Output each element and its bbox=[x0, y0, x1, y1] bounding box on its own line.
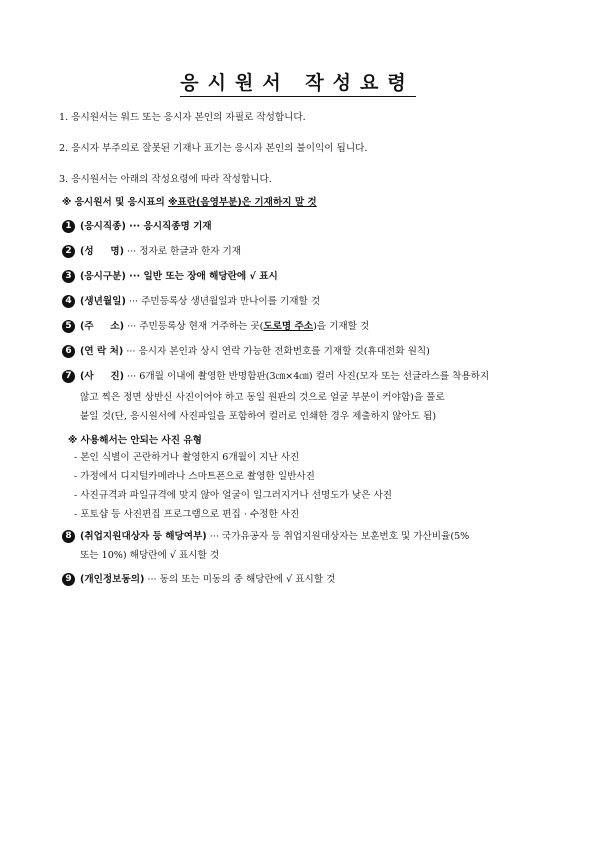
item-5-sep: ··· bbox=[124, 321, 140, 332]
item-7 bbox=[80, 370, 489, 383]
photo-warning-bullet-3: - 사진규격과 파일규격에 맞지 않아 얼굴이 일그러지거나 선명도가 낮은 사진 bbox=[74, 490, 392, 501]
item-5-text-after: )을 기재할 것 bbox=[313, 321, 370, 332]
intro-line-1: 1. 응시원서는 워드 또는 응시자 본인의 자필로 작성합니다. bbox=[59, 112, 306, 123]
item-2-text: 정자로 한글과 한자 기재 bbox=[139, 246, 242, 257]
title-underline bbox=[180, 96, 416, 97]
item-6 bbox=[80, 345, 430, 358]
item-1-sep: ··· bbox=[125, 221, 144, 232]
page-title: 응시원서 작성요령 bbox=[180, 72, 415, 94]
item-2 bbox=[80, 245, 241, 258]
item-7-cont-2: 붙일 것(단, 응시원서에 사진파일을 포함하여 컬러로 인쇄한 경우 제출하지 않아도 됨) bbox=[80, 411, 437, 422]
item-7-sep: ··· bbox=[124, 371, 140, 382]
item-1 bbox=[80, 220, 212, 233]
photo-warning-bullet-2: - 가정에서 디지털카메라나 스마트폰으로 촬영한 일반사진 bbox=[74, 471, 315, 482]
notice-underlined: ※표란(음영부분)은 기재하지 말 것 bbox=[168, 197, 317, 208]
item-3-sep: ··· bbox=[125, 271, 144, 282]
photo-warning-bullet-4: - 포토샵 등 사진편집 프로그램으로 편집 · 수정한 사진 bbox=[74, 509, 300, 520]
item-8 bbox=[80, 530, 469, 543]
item-number-5: 5 bbox=[62, 320, 75, 333]
item-9-label: (개인정보동의) bbox=[80, 574, 145, 585]
item-3-text: 일반 또는 장애 해당란에 √ 표시 bbox=[143, 271, 278, 282]
item-9-text: 동의 또는 미동의 중 해당란에 √ 표시할 것 bbox=[159, 574, 336, 585]
item-3-label: (응시구분) bbox=[80, 271, 126, 282]
item-9 bbox=[80, 573, 335, 586]
item-number-7: 7 bbox=[62, 370, 75, 383]
intro-line-3: 3. 응시원서는 아래의 작성요령에 따라 작성합니다. bbox=[59, 174, 272, 185]
item-7-label: (사 진) bbox=[80, 371, 125, 382]
item-1-text: 응시직종명 기재 bbox=[143, 221, 212, 232]
item-7-text: 6개월 이내에 촬영한 반명함판(3㎝×4㎝) 컬러 사진(모자 또는 선글라스를 착용하지 bbox=[139, 371, 490, 382]
item-8-sep: ··· bbox=[206, 531, 222, 542]
item-8-label: (취업지원대상자 등 해당여부) bbox=[80, 531, 207, 542]
notice-prefix: ※ 응시원서 및 응시표의 bbox=[62, 197, 169, 208]
item-number-6: 6 bbox=[62, 345, 75, 358]
item-number-2: 2 bbox=[62, 245, 75, 258]
item-4 bbox=[80, 295, 320, 308]
photo-warning-bullet-1: - 본인 식별이 곤란하거나 촬영한지 6개월이 지난 사진 bbox=[74, 452, 300, 463]
item-6-text: 응시자 본인과 상시 연락 가능한 전화번호를 기재할 것(휴대전화 원칙) bbox=[138, 346, 430, 357]
intro-line-2: 2. 응시자 부주의로 잘못된 기재나 표기는 응시자 본인의 불이익이 됩니다. bbox=[59, 143, 368, 154]
item-3 bbox=[80, 270, 278, 283]
item-5-text-bold: 도로명 주소 bbox=[263, 321, 314, 332]
item-2-label: (성 명) bbox=[80, 246, 125, 257]
item-4-sep: ··· bbox=[125, 296, 142, 307]
item-9-sep: ··· bbox=[144, 574, 160, 585]
item-number-8: 8 bbox=[62, 530, 75, 543]
item-number-4: 4 bbox=[62, 295, 75, 308]
item-number-1: 1 bbox=[62, 220, 75, 233]
item-6-label: (연 락 처) bbox=[80, 346, 124, 357]
notice bbox=[62, 196, 317, 209]
item-number-9: 9 bbox=[62, 573, 75, 586]
item-4-label: (생년월일) bbox=[80, 296, 126, 307]
item-4-text: 주민등록상 생년월일과 만나이를 기재할 것 bbox=[141, 296, 321, 307]
item-8-text: 국가유공자 등 취업지원대상자는 보훈번호 및 가산비율(5% bbox=[221, 531, 470, 542]
item-8-cont-1: 또는 10%) 해당란에 √ 표시할 것 bbox=[80, 550, 220, 561]
item-number-3: 3 bbox=[62, 270, 75, 283]
photo-warning-heading: ※ 사용해서는 안되는 사진 유형 bbox=[68, 435, 202, 446]
item-5 bbox=[80, 320, 369, 333]
item-7-cont-1: 않고 찍은 정면 상반신 사진이어야 하고 동일 원판의 것으로 얼굴 부분이 커야함)을 풀로 bbox=[80, 392, 445, 403]
item-1-label: (응시직종) bbox=[80, 221, 126, 232]
item-5-label: (주 소) bbox=[80, 321, 125, 332]
item-6-sep: ··· bbox=[123, 346, 139, 357]
item-5-text-before: 주민등록상 현재 거주하는 곳( bbox=[139, 321, 264, 332]
item-2-sep: ··· bbox=[124, 246, 140, 257]
